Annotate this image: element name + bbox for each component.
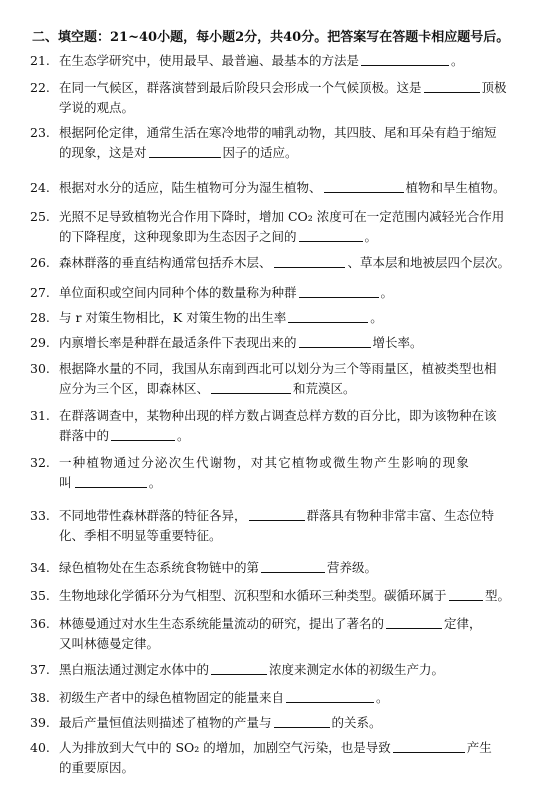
question-32 (30, 453, 510, 493)
answer-blank[interactable] (261, 558, 325, 573)
question-text: 。 (380, 285, 394, 300)
question-number: 35. (30, 588, 50, 603)
question-number: 34. (30, 560, 50, 575)
question-line (30, 506, 510, 526)
question-line (30, 379, 510, 399)
question-27 (30, 283, 510, 303)
answer-blank[interactable] (386, 614, 442, 629)
question-text: 。 (364, 229, 378, 244)
question-line (30, 178, 510, 198)
question-text: 一种植物通过分泌次生代谢物，对其它植物或微生物产生影响的现象 (59, 455, 471, 470)
question-text: 定律， (444, 616, 482, 631)
question-text: 人为排放到大气中的 SO₂ 的增加，加剧空气污染，也是导致 (59, 740, 391, 755)
question-line (30, 333, 510, 353)
question-29 (30, 333, 510, 353)
question-text: 根据对水分的适应，陆生植物可分为湿生植物、 (59, 180, 322, 195)
answer-blank[interactable] (449, 586, 483, 601)
question-31 (30, 406, 510, 446)
question-line (30, 526, 510, 546)
question-number: 25. (30, 209, 50, 224)
answer-blank[interactable] (299, 227, 363, 242)
question-line (30, 660, 510, 680)
question-text: 。 (451, 53, 464, 68)
question-text: 的现象，这是对 (59, 145, 147, 160)
question-text: 绿色植物处在生态系统食物链中的第 (59, 560, 260, 575)
question-text: 叫 (59, 475, 73, 490)
question-line (30, 143, 510, 163)
answer-blank[interactable] (393, 738, 465, 753)
question-text: 黑白瓶法通过测定水体中的 (59, 662, 210, 677)
question-text: 在生态学研究中，使用最早、最普遍、最基本的方法是 (59, 53, 360, 68)
question-text: 增长率。 (372, 335, 423, 350)
question-number: 29. (30, 335, 50, 350)
question-text: 在同一气候区，群落演替到最后阶段只会形成一个气候顶极。这是 (59, 80, 422, 95)
question-22 (30, 78, 510, 118)
question-text: 。 (177, 428, 190, 443)
answer-blank[interactable] (274, 713, 330, 728)
question-24 (30, 178, 510, 198)
question-text: 因子的适应。 (222, 145, 298, 160)
question-text: 。 (376, 690, 389, 705)
question-number: 38. (30, 690, 50, 705)
question-25 (30, 207, 510, 247)
question-text: 单位面积或空间内同种个体的数量称为种群 (59, 285, 297, 300)
question-line (30, 473, 510, 493)
answer-blank[interactable] (424, 78, 480, 93)
section-title: 二、填空题：21~40小题，每小题2分，共40分。把答案写在答题卡相应题号后。 (32, 30, 510, 45)
question-text: 化、季相不明显等重要特征。 (59, 528, 222, 543)
question-text: 群落中的 (59, 428, 110, 443)
question-number: 28. (30, 310, 50, 325)
answer-blank[interactable] (211, 379, 291, 394)
question-line (30, 738, 510, 758)
question-text: 的关系。 (331, 715, 382, 730)
answer-blank[interactable] (111, 426, 175, 441)
question-text: 、草本层和地被层四个层次。 (347, 255, 510, 270)
question-number: 22. (30, 80, 50, 95)
question-39 (30, 713, 510, 733)
question-line (30, 283, 510, 303)
question-23 (30, 123, 510, 163)
question-text: 森林群落的垂直结构通常包括乔木层、 (59, 255, 272, 270)
question-line (30, 634, 510, 654)
question-40 (30, 738, 510, 778)
question-line (30, 614, 510, 634)
question-line (30, 688, 510, 708)
question-text: 浓度来测定水体的初级生产力。 (269, 662, 445, 677)
question-number: 21. (30, 53, 50, 68)
question-line (30, 359, 510, 379)
question-number: 26. (30, 255, 50, 270)
answer-blank[interactable] (274, 253, 346, 268)
question-line (30, 51, 510, 71)
question-line (30, 227, 510, 247)
question-line (30, 426, 510, 446)
question-number: 24. (30, 180, 50, 195)
question-text: 产生 (466, 740, 492, 755)
question-37 (30, 660, 510, 680)
question-text: 和荒漠区。 (293, 381, 356, 396)
question-line (30, 406, 510, 426)
question-text: 不同地带性森林群落的特征各异， (59, 508, 247, 523)
question-text: 。 (148, 475, 163, 490)
question-line (30, 713, 510, 733)
question-text: 林德曼通过对水生生态系统能量流动的研究，提出了著名的 (59, 616, 385, 631)
answer-blank[interactable] (211, 660, 267, 675)
question-35 (30, 586, 510, 606)
question-text: 在群落调查中，某物种出现的样方数占调查总样方数的百分比，即为该物种在该 (59, 408, 497, 423)
question-line (30, 253, 510, 273)
question-text: 根据降水量的不同，我国从东南到西北可以划分为三个等雨量区，植被类型也相 (59, 361, 497, 376)
question-line (30, 558, 510, 578)
question-line (30, 123, 510, 143)
question-line (30, 758, 510, 778)
question-text: 营养级。 (327, 560, 378, 575)
question-line (30, 453, 510, 473)
answer-blank[interactable] (324, 178, 404, 193)
answer-blank[interactable] (149, 143, 221, 158)
question-number: 40. (30, 740, 50, 755)
question-21 (30, 51, 510, 71)
question-text: 的重要原因。 (59, 760, 135, 775)
question-number: 23. (30, 125, 50, 140)
question-30 (30, 359, 510, 399)
question-number: 33. (30, 508, 50, 523)
answer-blank[interactable] (299, 283, 379, 298)
question-text: 生物地球化学循环分为气相型、沉积型和水循环三种类型。碳循环属于 (59, 588, 447, 603)
answer-blank[interactable] (299, 333, 371, 348)
question-text: 又叫林德曼定律。 (59, 636, 160, 651)
question-text: 的下降程度，这种现象即为生态因子之间的 (59, 229, 297, 244)
question-text: 根据阿伦定律，通常生活在寒冷地带的哺乳动物，其四肢、尾和耳朵有趋于缩短 (59, 125, 497, 140)
question-34 (30, 558, 510, 578)
question-number: 32. (30, 455, 50, 470)
question-line (30, 586, 510, 606)
question-28 (30, 308, 510, 328)
question-line (30, 78, 510, 98)
answer-blank[interactable] (288, 308, 368, 323)
question-text: 植物和旱生植物。 (405, 180, 506, 195)
question-number: 31. (30, 408, 50, 423)
question-text: 学说的观点。 (59, 100, 135, 115)
question-line (30, 207, 510, 227)
question-number: 36. (30, 616, 50, 631)
question-text: 群落具有物种非常丰富、生态位特 (306, 508, 495, 523)
question-38 (30, 688, 510, 708)
question-number: 30. (30, 361, 50, 376)
question-33 (30, 506, 510, 546)
question-text: 光照不足导致植物光合作用下降时，增加 CO₂ 浓度可在一定范围内减轻光合作用 (59, 209, 505, 224)
answer-blank[interactable] (361, 51, 449, 66)
answer-blank[interactable] (75, 473, 147, 488)
question-number: 37. (30, 662, 50, 677)
question-text: 顶极 (481, 80, 507, 95)
question-text: 型。 (484, 588, 510, 603)
question-number: 27. (30, 285, 50, 300)
question-text: 初级生产者中的绿色植物固定的能量来自 (59, 690, 285, 705)
question-text: 。 (370, 310, 383, 325)
question-text: 内禀增长率是种群在最适条件下表现出来的 (59, 335, 297, 350)
question-text: 应分为三个区，即森林区、 (59, 381, 210, 396)
answer-blank[interactable] (286, 688, 374, 703)
question-26 (30, 253, 510, 273)
question-text: 与 r 对策生物相比，K 对策生物的出生率 (59, 310, 287, 325)
question-line (30, 308, 510, 328)
question-text: 最后产量恒值法则描述了植物的产量与 (59, 715, 272, 730)
question-number: 39. (30, 715, 50, 730)
answer-blank[interactable] (249, 506, 305, 521)
question-line (30, 98, 510, 118)
question-36 (30, 614, 510, 654)
